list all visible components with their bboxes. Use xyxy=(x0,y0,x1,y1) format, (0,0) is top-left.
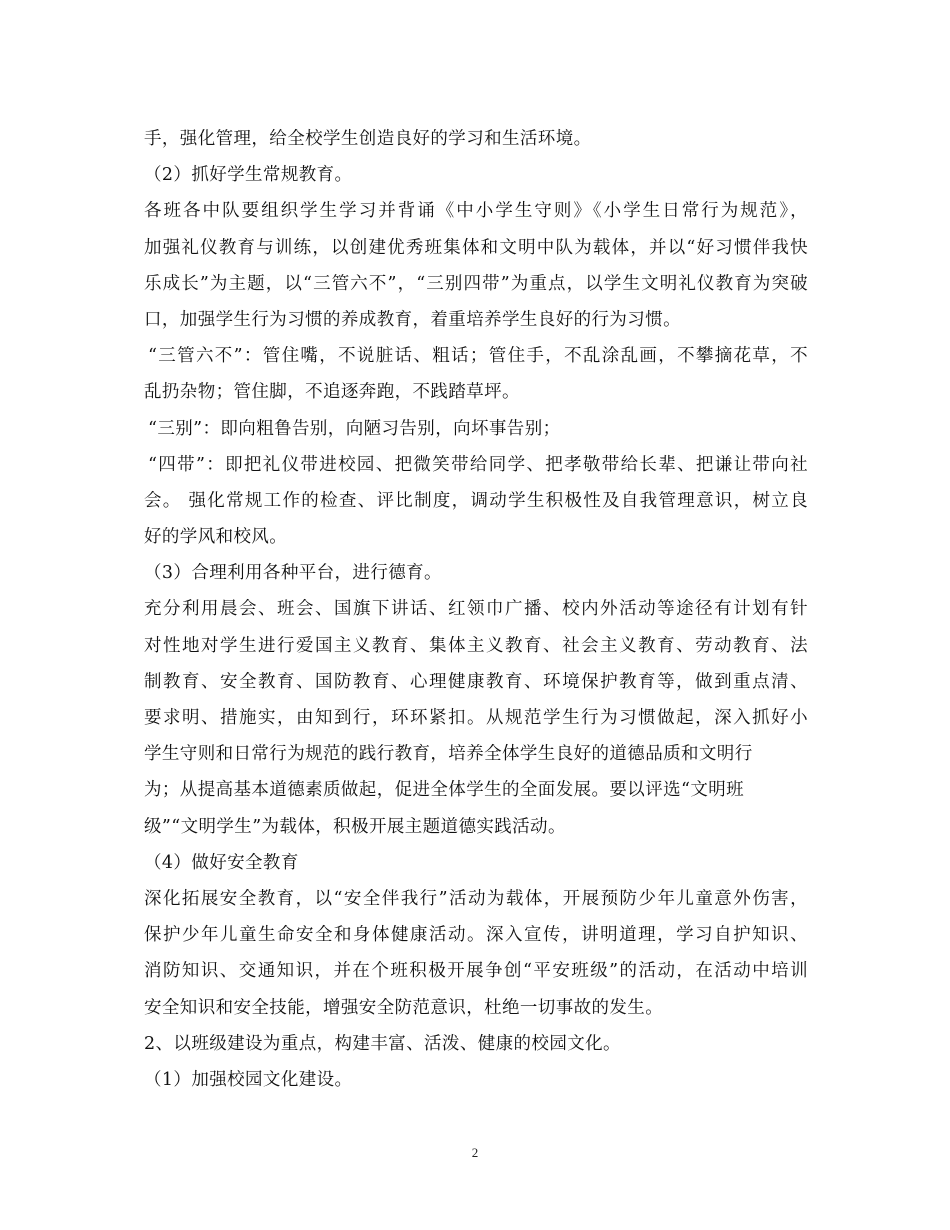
text-line: 加强礼仪教育与训练，以创建优秀班集体和文明中队为载体，并以“好习惯伴我快 xyxy=(144,237,808,258)
text-line: “三别”：即向粗鲁告别，向陋习告别，向坏事告别； xyxy=(148,418,561,439)
text-line: 好的学风和校风。 xyxy=(144,527,288,548)
text-line: 级”“文明学生”为载体，积极开展主题道德实践活动。 xyxy=(144,816,566,837)
text-line: 口，加强学生行为习惯的养成教育，着重培养学生良好的行为习惯。 xyxy=(144,309,681,330)
text-line: 学生守则和日常行为规范的践行教育，培养全体学生良好的道德品质和文明行 xyxy=(144,744,753,765)
text-line: 会。 强化常规工作的检查、评比制度，调动学生积极性及自我管理意识，树立良 xyxy=(144,490,808,511)
text-line: 安全知识和安全技能，增强安全防范意识，杜绝一切事故的发生。 xyxy=(144,997,664,1018)
body-text xyxy=(144,121,808,1098)
page-number: 2 xyxy=(471,1145,479,1160)
text-line: 乐成长”为主题，以“三管六不”，“三别四带”为重点，以学生文明礼仪教育为突破 xyxy=(144,273,808,294)
text-line: “四带”：即把礼仪带进校园、把微笑带给同学、把孝敬带给长辈、把谦让带向社 xyxy=(148,454,808,475)
text-line: 深化拓展安全教育，以“安全伴我行”活动为载体，开展预防少年儿童意外伤害， xyxy=(144,888,808,909)
section-heading: （2）抓好学生常规教育。 xyxy=(144,165,353,186)
text-line: 消防知识、交通知识，并在个班积极开展争创“平安班级”的活动，在活动中培训 xyxy=(144,961,808,982)
text-line: 各班各中队要组织学生学习并背诵《中小学生守则》《小学生日常行为规范》， xyxy=(144,201,808,222)
section-heading: （3）合理利用各种平台，进行德育。 xyxy=(144,563,442,584)
text-line: 充分利用晨会、班会、国旗下讲话、红领巾广播、校内外活动等途径有计划有针 xyxy=(144,599,808,620)
section-heading: （1）加强校园文化建设。 xyxy=(144,1069,353,1090)
text-line: 为；从提高基本道德素质做起，促进全体学生的全面发展。要以评选“文明班 xyxy=(144,780,745,801)
section-heading: 2、以班级建设为重点，构建丰富、活泼、健康的校园文化。 xyxy=(144,1033,621,1054)
text-line: 对性地对学生进行爱国主义教育、集体主义教育、社会主义教育、劳动教育、法 xyxy=(144,635,808,656)
text-line: “三管六不”：管住嘴，不说脏话、粗话；管住手，不乱涂乱画，不攀摘花草，不 xyxy=(148,346,808,367)
text-line: 要求明、措施实，由知到行，环环紧扣。从规范学生行为习惯做起，深入抓好小 xyxy=(144,708,808,728)
text-line: 制教育、安全教育、国防教育、心理健康教育、环境保护教育等，做到重点清、 xyxy=(144,671,808,692)
text-line: 保护少年儿童生命安全和身体健康活动。深入宣传，讲明道理，学习自护知识、 xyxy=(144,925,808,946)
section-heading: （4）做好安全教育 xyxy=(144,852,299,873)
text-line: 手，强化管理，给全校学生创造良好的学习和生活环境。 xyxy=(144,129,592,149)
text-line: 乱扔杂物；管住脚，不追逐奔跑，不践踏草坪。 xyxy=(144,382,520,403)
